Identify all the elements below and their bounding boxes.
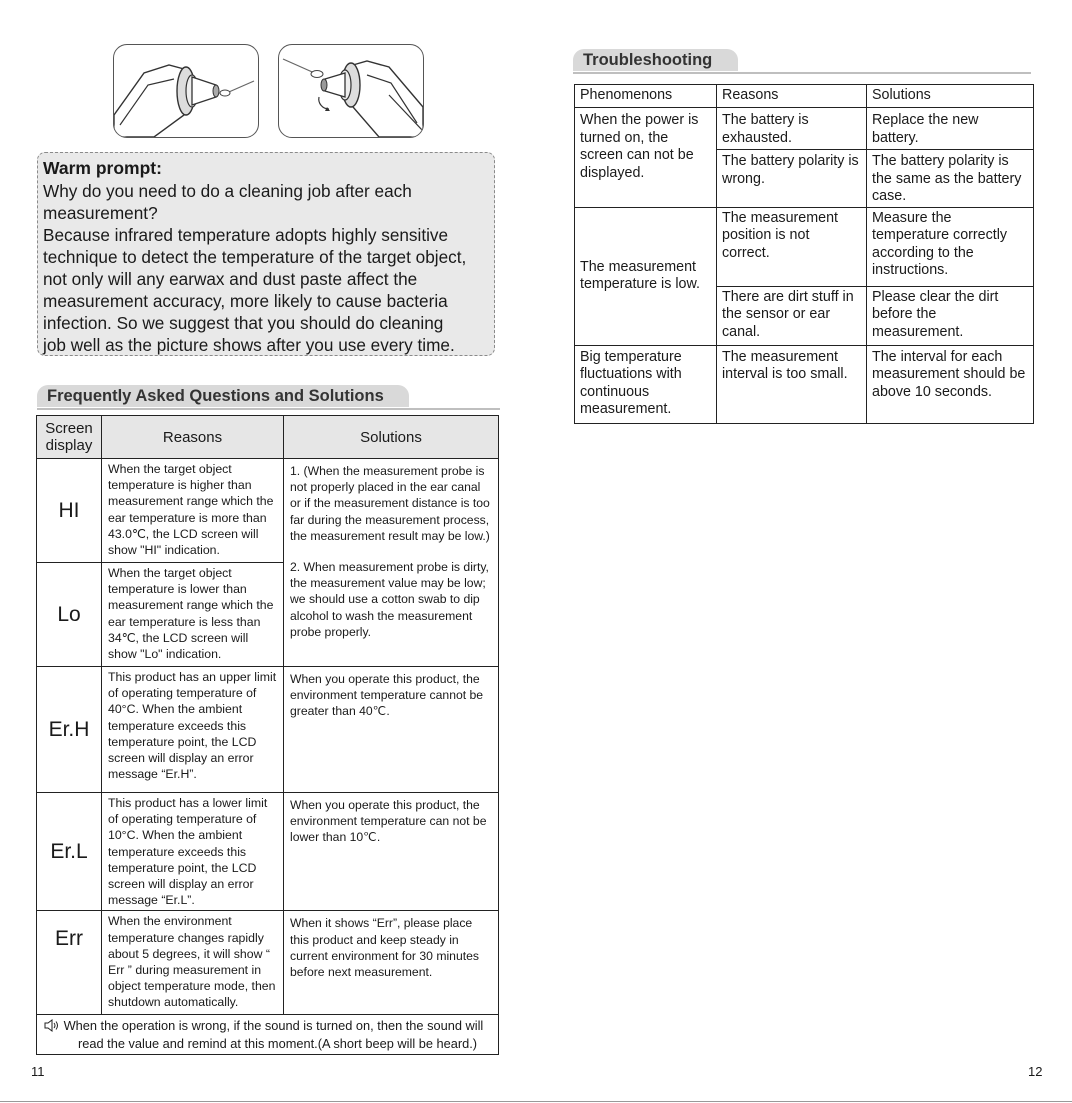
faq-note-row [37,1015,499,1055]
warm-prompt-box [37,152,495,356]
faq-header-screen-line: display [45,437,93,454]
faq-header-solutions: Solutions [284,416,499,459]
speaker-icon [44,1019,60,1032]
warm-prompt-line: measurement? [43,203,158,223]
faq-heading-label: Frequently Asked Questions and Solutions [37,385,409,407]
solution-text: 1. (When the measurement probe is not properly placed in the ear canal or if the measurement distance is too far during the measurement process, the measurement result may be low.) [290,464,490,543]
warm-prompt-title: Warm prompt: [43,158,162,178]
page-number-left: 11 [31,1064,45,1079]
troubleshooting-table [574,84,1034,424]
faq-table [36,415,499,1055]
warm-prompt-line: job well as the picture shows after you use every time. [43,335,455,355]
faq-heading-rule [37,408,500,410]
probe-cleaning-illustration-right [278,44,424,138]
solution-cell: Please clear the dirt before the measurement. [867,286,1034,345]
table-row [37,793,499,911]
table-row [37,911,499,1015]
reason-cell: When the environment temperature changes rapidly about 5 degrees, it will show “ Err ” during measurement in object temperature mode, then shutdown automatically. [102,911,284,1015]
solution-text: 2. When measurement probe is dirty, the measurement value may be low; we should use a cotton swab to dip alcohol to wash the measurement probe properly. [290,560,489,639]
faq-heading [37,385,500,407]
warm-prompt-line: Because infrared temperature adopts highly sensitive [43,225,449,245]
reason-cell: When the target object temperature is lower than measurement range which the ear temperature is less than 34℃, the LCD screen will show "Lo" indication. [102,563,284,667]
faq-header-screen-line: Screen [45,420,93,437]
screen-code: Lo [37,563,102,667]
faq-header-screen-display [37,416,102,459]
warm-prompt-line: not only will any earwax and dust paste affect the [43,269,418,289]
solution-cell: Replace the new battery. [867,108,1034,150]
ts-header-solutions: Solutions [867,85,1034,108]
faq-note-line [44,1017,492,1035]
table-row [575,108,1034,150]
troubleshooting-table-header [575,85,1034,108]
screen-code: HI [37,459,102,563]
ts-header-reasons: Reasons [717,85,867,108]
reason-cell: The measurement position is not correct. [717,207,867,286]
probe-cleaning-illustration-left [113,44,259,138]
table-row [37,459,499,563]
screen-code: Err [37,911,102,1015]
reason-cell: The measurement interval is too small. [717,345,867,423]
solution-cell: When you operate this product, the environment temperature can not be lower than 10℃. [284,793,499,911]
reason-cell: This product has a lower limit of operating temperature of 10°C. When the ambient temperature exceeds this temperature point, the LCD screen will display an error message “Er.L”. [102,793,284,911]
reason-cell: There are dirt stuff in the sensor or ear canal. [717,286,867,345]
reason-cell: When the target object temperature is higher than measurement range which the ear temperature is more than 43.0℃, the LCD screen will show "HI" indication. [102,459,284,563]
solution-cell: The battery polarity is the same as the battery case. [867,150,1034,208]
warm-prompt-body [43,180,486,356]
faq-note-cell [37,1015,499,1055]
page-number-right: 12 [1028,1064,1043,1079]
table-row [575,345,1034,423]
reason-cell: This product has an upper limit of operating temperature of 40°C. When the ambient temperature exceeds this temperature point, the LCD screen will display an error message “Er.H”. [102,667,284,793]
solution-cell: When you operate this product, the environment temperature cannot be greater than 40℃. [284,667,499,793]
shared-solution-cell [284,459,499,667]
warm-prompt-line: Why do you need to do a cleaning job after each [43,181,412,201]
phenomenon-cell: The measurement temperature is low. [575,207,717,345]
warm-prompt-line: technique to detect the temperature of the target object, [43,247,467,267]
reason-cell: The battery is exhausted. [717,108,867,150]
screen-code: Er.H [37,667,102,793]
ts-header-phenomenons: Phenomenons [575,85,717,108]
table-row [37,667,499,793]
table-row [575,207,1034,286]
troubleshooting-heading [573,49,1031,71]
solution-cell: Measure the temperature correctly according to the instructions. [867,207,1034,286]
faq-table-header [37,416,499,459]
solution-cell: The interval for each measurement should be above 10 seconds. [867,345,1034,423]
warm-prompt-line: measurement accuracy, more likely to cause bacteria [43,291,448,311]
reason-cell: The battery polarity is wrong. [717,150,867,208]
troubleshooting-heading-rule [573,72,1031,74]
faq-note-text: read the value and remind at this moment.(A short beep will be heard.) [78,1035,478,1051]
troubleshooting-heading-label: Troubleshooting [573,49,738,71]
phenomenon-cell: When the power is turned on, the screen can not be displayed. [575,108,717,208]
solution-cell: When it shows “Err”, please place this product and keep steady in current environment for 30 minutes before next measurement. [284,911,499,1015]
bottom-rule [0,1101,1072,1102]
phenomenon-cell: Big temperature fluctuations with continuous measurement. [575,345,717,423]
screen-code: Er.L [37,793,102,911]
warm-prompt-line: infection. So we suggest that you should do cleaning [43,313,444,333]
faq-header-reasons: Reasons [102,416,284,459]
faq-note-text: When the operation is wrong, if the sound is turned on, then the sound will [63,1018,484,1034]
